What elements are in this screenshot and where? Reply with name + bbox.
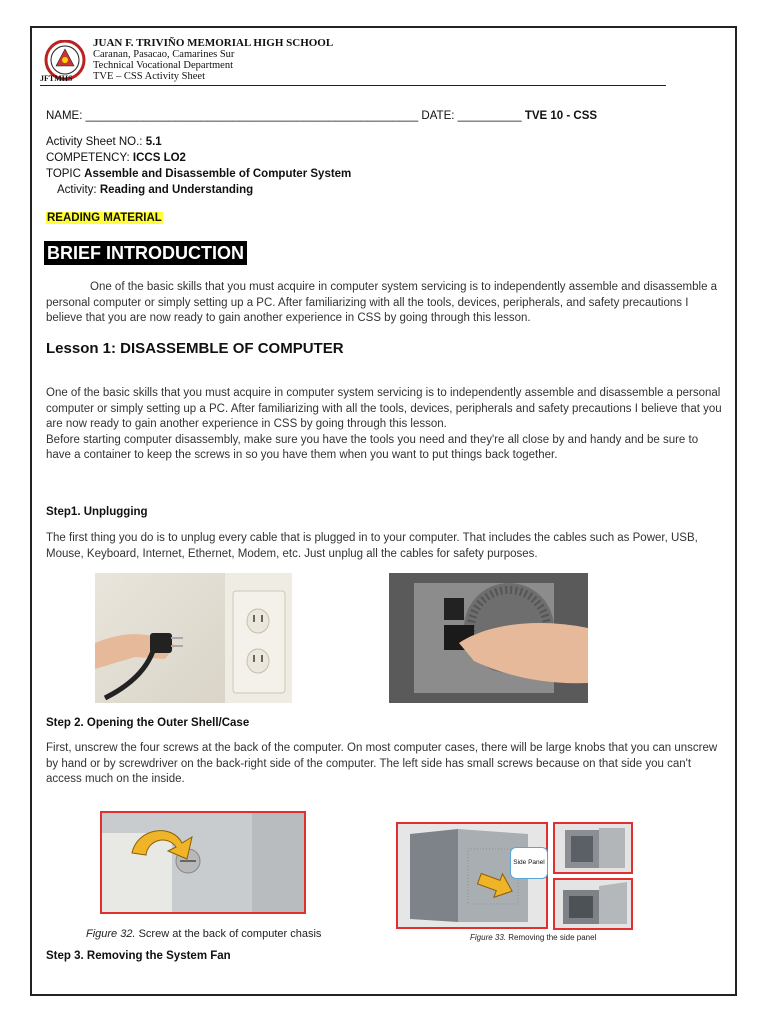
lesson-paragraph-2: Before starting computer disassembly, make sure you have the tools you need and they're all close by and handy and be sure to have a container to keep the screws in so you have them when you want to put things back together. (46, 433, 699, 461)
header-divider (40, 85, 666, 86)
competency-label: COMPETENCY: (46, 152, 130, 164)
course-label: TVE 10 - CSS (524, 110, 598, 122)
lesson-title: Lesson 1: DISASSEMBLE OF COMPUTER (46, 340, 344, 357)
sheet-no: 5.1 (145, 136, 162, 148)
figure-32-label: Figure 32. (86, 928, 136, 940)
competency: ICCS LO2 (132, 152, 186, 164)
figure-32-photo (100, 811, 306, 914)
unplug-outlet-photo (95, 573, 292, 703)
figure-32-caption (86, 928, 321, 940)
school-address: Caranan, Pasacao, Camarines Sur (93, 49, 235, 60)
reading-material-label: READING MATERIAL (47, 212, 162, 224)
school-name: JUAN F. TRIVIÑO MEMORIAL HIGH SCHOOL (93, 37, 334, 49)
side-panel-callout: Side Panel (510, 847, 548, 879)
name-field[interactable]: ____________________________________________________ (85, 110, 419, 122)
unplug-psu-photo (389, 573, 588, 703)
figure-32-text: Screw at the back of computer chasis (138, 928, 322, 940)
figure-33-panel-removed-photo (553, 878, 633, 930)
figure-33-caption (470, 933, 596, 942)
sheet-title: TVE – CSS Activity Sheet (93, 71, 206, 82)
psu-illustration (389, 573, 588, 703)
name-label: NAME: (46, 110, 83, 122)
lesson-body (46, 386, 726, 464)
intro-paragraph (46, 280, 718, 327)
screw-illustration (102, 813, 304, 912)
logo-caption: JFTMHS (40, 74, 73, 83)
figure-33-label: Figure 33. (470, 933, 507, 942)
figure-33-text: Removing the side panel (508, 933, 597, 942)
name-date-line (46, 110, 726, 122)
step2-text: First, unscrew the four screws at the back of the computer. On most computer cases, there will be large knobs that you can unscrew by hand or by screwdriver on the back-right side of the computer. The left side has small screws because on that side you can't access much on the inside. (46, 742, 718, 785)
open-case-illustration (555, 824, 631, 872)
lesson-paragraph-1: One of the basic skills that you must acquire in computer system servicing is to independently assemble and disassemble a personal computer or simply setting up a PC. After familiarizing with all the tools, devices, peripherals and safety precautions I believe that you are now ready to gain another experience in CSS by going through this lesson. (46, 387, 722, 430)
activity: Reading and Understanding (99, 184, 254, 196)
outlet-illustration (95, 573, 292, 703)
step2-title: Step 2. Opening the Outer Shell/Case (46, 717, 250, 729)
step1-text: The first thing you do is to unplug every cable that is plugged in to your computer. That includes the cables such as Power, USB, Mouse, Keyboard, Internet, Ethernet, Modem, etc. Just unplug all the cables for safety purposes. (46, 532, 698, 560)
figure-33-open-case-photo (553, 822, 633, 874)
topic: Assemble and Disassemble of Computer System (84, 168, 352, 180)
panel-removed-illustration (555, 880, 631, 928)
activity-label: Activity: (57, 184, 97, 196)
topic-label: TOPIC (46, 168, 81, 180)
brief-introduction-heading: BRIEF INTRODUCTION (44, 241, 247, 265)
activity-meta (46, 134, 351, 198)
step1-title: Step1. Unplugging (46, 506, 148, 518)
department: Technical Vocational Department (93, 60, 233, 71)
step3-title: Step 3. Removing the System Fan (46, 950, 231, 962)
intro-text: One of the basic skills that you must acquire in computer system servicing is to independently assemble and disassemble a personal computer or simply setting up a PC. After familiarizing with all the tools, devices, peripherals, and safety precautions I believe that you are now ready to gain another experience in CSS by going through this lesson. (46, 281, 718, 324)
school-header (93, 38, 333, 82)
date-field[interactable]: __________ (457, 110, 522, 122)
sheet-no-label: Activity Sheet NO.: (46, 136, 143, 148)
date-label: DATE: (421, 110, 455, 122)
